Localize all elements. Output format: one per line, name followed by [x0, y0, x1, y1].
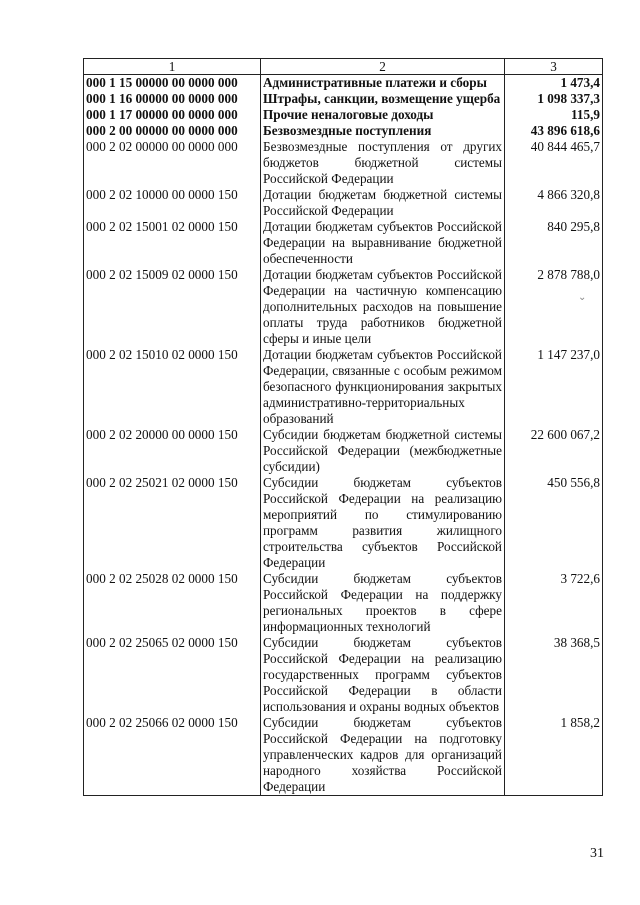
row-amount: 3 722,6 — [505, 571, 603, 635]
row-name: Дотации бюджетам субъектов Российской Федерации, связанные с особым режимом безопасного функционирования закрытых административно-территориальных образований — [261, 347, 505, 427]
row-amount: 2 878 788,0 — [505, 267, 603, 347]
table-row — [84, 635, 603, 715]
row-amount: 450 556,8 — [505, 475, 603, 571]
row-amount: 40 844 465,7 — [505, 139, 603, 187]
row-name: Субсидии бюджетам бюджетной системы Российской Федерации (межбюджетные субсидии) — [261, 427, 505, 475]
row-amount: 22 600 067,2 — [505, 427, 603, 475]
table-row — [84, 715, 603, 796]
row-code: 000 2 02 15010 02 0000 150 — [84, 347, 261, 427]
table-row — [84, 187, 603, 219]
row-amount: 840 295,8 — [505, 219, 603, 267]
table-header-row — [84, 59, 603, 75]
row-name: Дотации бюджетам субъектов Российской Федерации на выравнивание бюджетной обеспеченности — [261, 219, 505, 267]
row-code: 000 1 15 00000 00 0000 000 — [84, 75, 261, 92]
table-row — [84, 107, 603, 123]
row-amount: 1 147 237,0 — [505, 347, 603, 427]
table-row — [84, 571, 603, 635]
row-code: 000 2 02 00000 00 0000 000 — [84, 139, 261, 187]
table-row — [84, 475, 603, 571]
row-name: Безвозмездные поступления от других бюджетов бюджетной системы Российской Федерации — [261, 139, 505, 187]
row-name: Безвозмездные поступления — [261, 123, 505, 139]
row-amount: 1 098 337,3 — [505, 91, 603, 107]
table-row — [84, 267, 603, 347]
revenue-table — [83, 58, 603, 796]
row-code: 000 2 02 15009 02 0000 150 — [84, 267, 261, 347]
row-name: Субсидии бюджетам субъектов Российской Федерации на реализацию мероприятий по стимулированию программ развития жилищного строительства субъектов Российской Федерации — [261, 475, 505, 571]
page-number: 31 — [590, 846, 604, 861]
column-header-name: 2 — [261, 59, 505, 75]
table-row — [84, 427, 603, 475]
row-code: 000 1 16 00000 00 0000 000 — [84, 91, 261, 107]
table-row — [84, 219, 603, 267]
table-row — [84, 75, 603, 92]
row-amount: 38 368,5 — [505, 635, 603, 715]
row-name: Прочие неналоговые доходы — [261, 107, 505, 123]
row-code: 000 2 02 25021 02 0000 150 — [84, 475, 261, 571]
table-row — [84, 123, 603, 139]
table-row — [84, 91, 603, 107]
table-body — [84, 75, 603, 796]
scan-artifact-mark: ⌄ — [578, 292, 587, 303]
row-name: Субсидии бюджетам субъектов Российской Федерации на подготовку управленческих кадров для организаций народного хозяйства Российской Федерации — [261, 715, 505, 796]
row-name: Субсидии бюджетам субъектов Российской Федерации на реализацию государственных программ субъектов Российской Федерации в области использования и охраны водных объектов — [261, 635, 505, 715]
row-code: 000 2 02 25028 02 0000 150 — [84, 571, 261, 635]
row-code: 000 2 02 25066 02 0000 150 — [84, 715, 261, 796]
row-name: Дотации бюджетам бюджетной системы Российской Федерации — [261, 187, 505, 219]
row-name: Дотации бюджетам субъектов Российской Федерации на частичную компенсацию дополнительных расходов на повышение оплаты труда работников бюджетной сферы и иные цели — [261, 267, 505, 347]
row-code: 000 2 02 10000 00 0000 150 — [84, 187, 261, 219]
row-code: 000 2 00 00000 00 0000 000 — [84, 123, 261, 139]
row-amount: 4 866 320,8 — [505, 187, 603, 219]
table-row — [84, 347, 603, 427]
row-name: Штрафы, санкции, возмещение ущерба — [261, 91, 505, 107]
column-header-amount: 3 — [505, 59, 603, 75]
row-amount: 1 858,2 — [505, 715, 603, 796]
row-code: 000 1 17 00000 00 0000 000 — [84, 107, 261, 123]
row-code: 000 2 02 20000 00 0000 150 — [84, 427, 261, 475]
column-header-code: 1 — [84, 59, 261, 75]
row-name: Субсидии бюджетам субъектов Российской Федерации на поддержку региональных проектов в сфере информационных технологий — [261, 571, 505, 635]
row-amount: 43 896 618,6 — [505, 123, 603, 139]
row-code: 000 2 02 25065 02 0000 150 — [84, 635, 261, 715]
row-amount: 1 473,4 — [505, 75, 603, 92]
row-code: 000 2 02 15001 02 0000 150 — [84, 219, 261, 267]
row-name: Административные платежи и сборы — [261, 75, 505, 92]
table-row — [84, 139, 603, 187]
row-amount: 115,9 — [505, 107, 603, 123]
